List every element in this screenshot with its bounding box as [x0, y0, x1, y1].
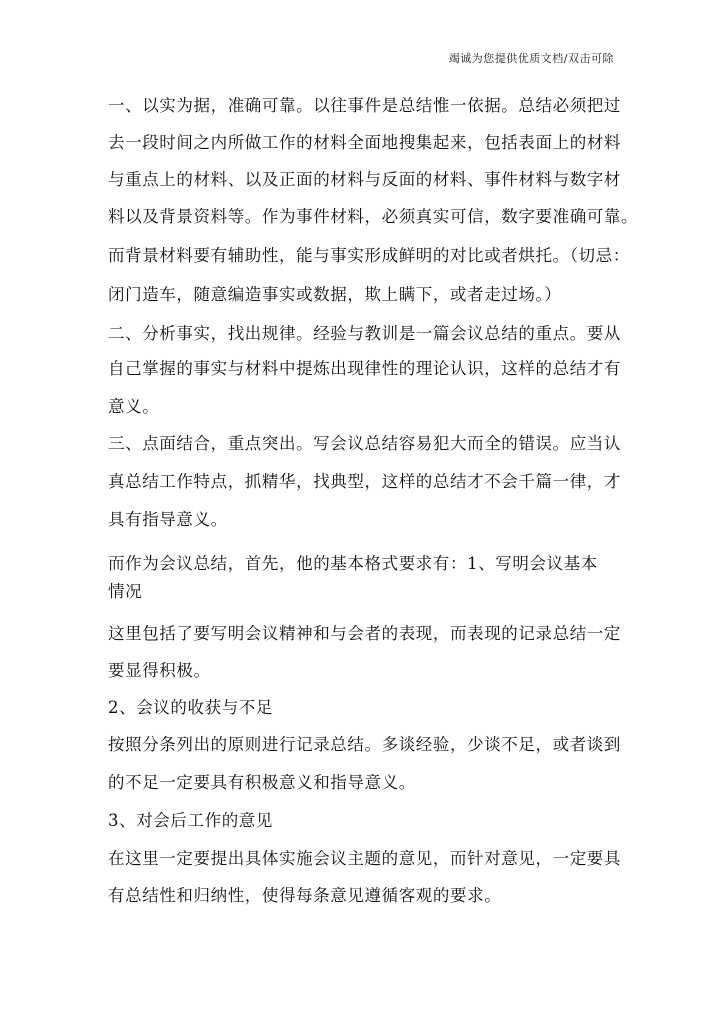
text-line: 自己掌握的事实与材料中提炼出现律性的理论认识，这样的总结才有	[108, 359, 621, 378]
text-line: 这里包括了要写明会议精神和与会者的表现，而表现的记录总结一定	[108, 624, 621, 643]
text-line: 意义。	[108, 397, 160, 416]
text-line: 去一段时间之内所做工作的材料全面地搜集起来，包括表面上的材料	[108, 133, 621, 152]
text-line: 有总结性和归纳性，使得每条意见遵循客观的要求。	[108, 886, 502, 905]
text-line: 具有指导意义。	[108, 510, 228, 529]
text-line: 3、对会后工作的意见	[108, 811, 273, 830]
text-line: 2、会议的收获与不足	[108, 698, 273, 717]
text-line: 料以及背景资料等。作为事件材料，必须真实可信，数字要准确可靠。	[108, 207, 639, 226]
text-line: 一、以实为据，准确可靠。以往事件是总结惟一依据。总结必须把过	[108, 96, 621, 115]
text-line: 闭门造车，随意编造事实或数据，欺上瞒下，或者走过场。）	[108, 285, 562, 304]
header-note: 竭诚为您提供优质文档/双击可除	[448, 52, 614, 65]
text-line: 要显得积极。	[108, 661, 211, 680]
text-line: 情况	[108, 582, 143, 601]
text-line: 三、点面结合，重点突出。写会议总结容易犯大而全的错误。应当认	[108, 434, 621, 453]
text-line: 真总结工作特点，抓精华，找典型，这样的总结才不会千篇一律，才	[108, 472, 621, 491]
text-line: 二、分析事实，找出规律。经验与教训是一篇会议总结的重点。要从	[108, 324, 621, 343]
text-line: 而背景材料要有辅助性，能与事实形成鲜明的对比或者烘托。（切忌：	[108, 246, 630, 265]
text-line: 与重点上的材料、以及正面的材料与反面的材料、事件材料与数字材	[108, 170, 621, 189]
text-line: 在这里一定要提出具体实施会议主题的意见，而针对意见，一定要具	[108, 849, 621, 868]
text-line: 的不足一定要具有积极意义和指导意义。	[108, 773, 416, 792]
text-line: 而作为会议总结，首先，他的基本格式要求有：1、写明会议基本	[108, 554, 598, 573]
text-line: 按照分条列出的原则进行记录总结。多谈经验，少谈不足，或者谈到	[108, 735, 621, 754]
